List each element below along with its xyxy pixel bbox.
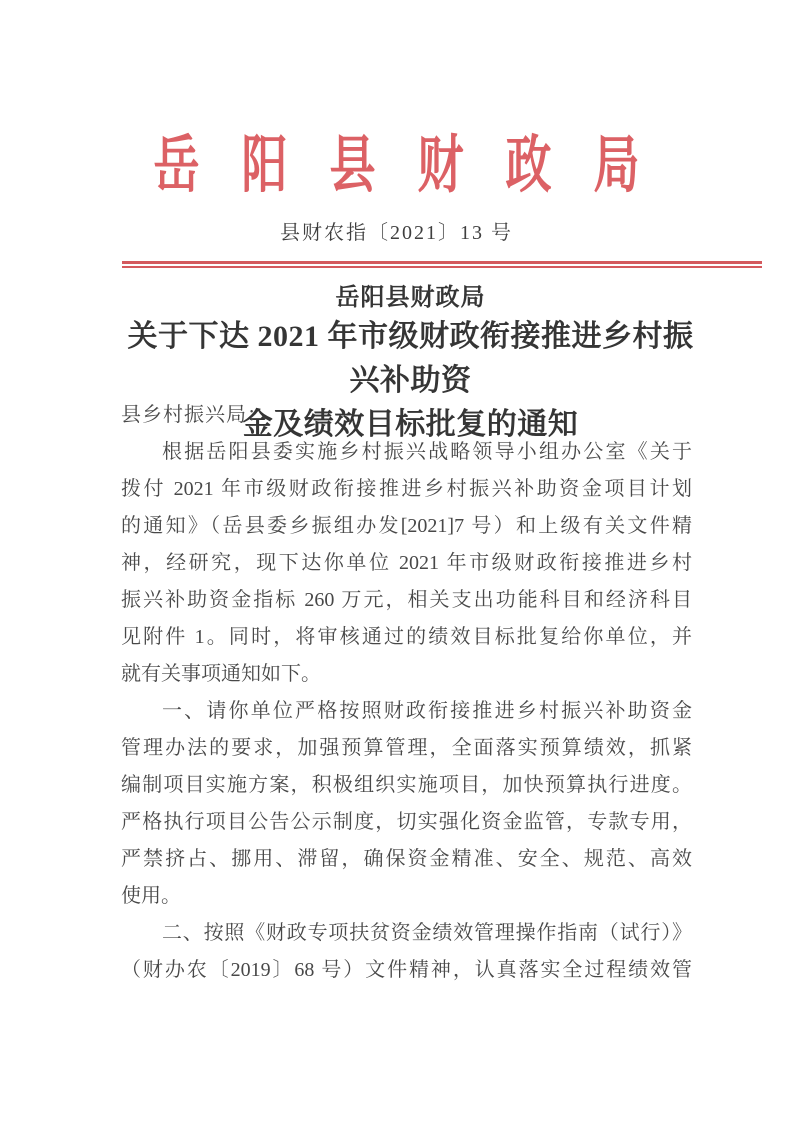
body-line: 严禁挤占、挪用、滞留，确保资金精准、安全、规范、高效 [121,848,692,870]
document-body [121,397,692,989]
body-line: 振兴补助资金指标 260 万元，相关支出功能科目和经济科目 [121,589,692,611]
paragraph-2 [121,693,692,915]
body-line: 严格执行项目公告公示制度，切实强化资金监管，专款专用， [121,811,692,833]
body-line: 见附件 1。同时，将审核通过的绩效目标批复给你单位，并 [121,626,692,648]
body-line: （财办农〔2019〕68 号）文件精神，认真落实全过程绩效管 [121,959,692,981]
paragraph-1 [121,434,692,693]
body-line: 的通知》（岳县委乡振组办发[2021]7 号）和上级有关文件精 [121,515,692,537]
body-line: 一、请你单位严格按照财政衔接推进乡村振兴补助资金 [162,700,692,722]
body-line: 使用。 [121,885,181,907]
red-divider-rule [122,261,762,268]
letterhead [0,118,793,200]
body-line: 神，经研究，现下达你单位 2021 年市级财政衔接推进乡村 [121,552,692,574]
body-line: 编制项目实施方案，积极组织实施项目，加快预算执行进度。 [121,774,692,796]
agency-name: 岳阳县财政局 [153,130,682,200]
body-line: 拨付 2021 年市级财政衔接推进乡村振兴补助资金项目计划 [121,478,692,500]
paragraph-3 [121,915,692,989]
title-issuing-org: 岳阳县财政局 [335,285,486,311]
title-line-1: 关于下达 2021 年市级财政衔接推进乡村振兴补助资 [127,320,694,397]
body-line: 就有关事项通知如下。 [121,663,321,685]
title-line-2: 金及绩效目标批复的通知 [242,408,579,441]
doc-reference-number: 县财农指〔2021〕13 号 [280,222,513,244]
body-line: 管理办法的要求，加强预算管理，全面落实预算绩效，抓紧 [121,737,692,759]
body-line: 二、按照《财政专项扶贫资金绩效管理操作指南（试行）》 [162,922,692,944]
salutation: 县乡村振兴局： [121,404,268,426]
body-line: 根据岳阳县委实施乡村振兴战略领导小组办公室《关于 [162,441,692,463]
